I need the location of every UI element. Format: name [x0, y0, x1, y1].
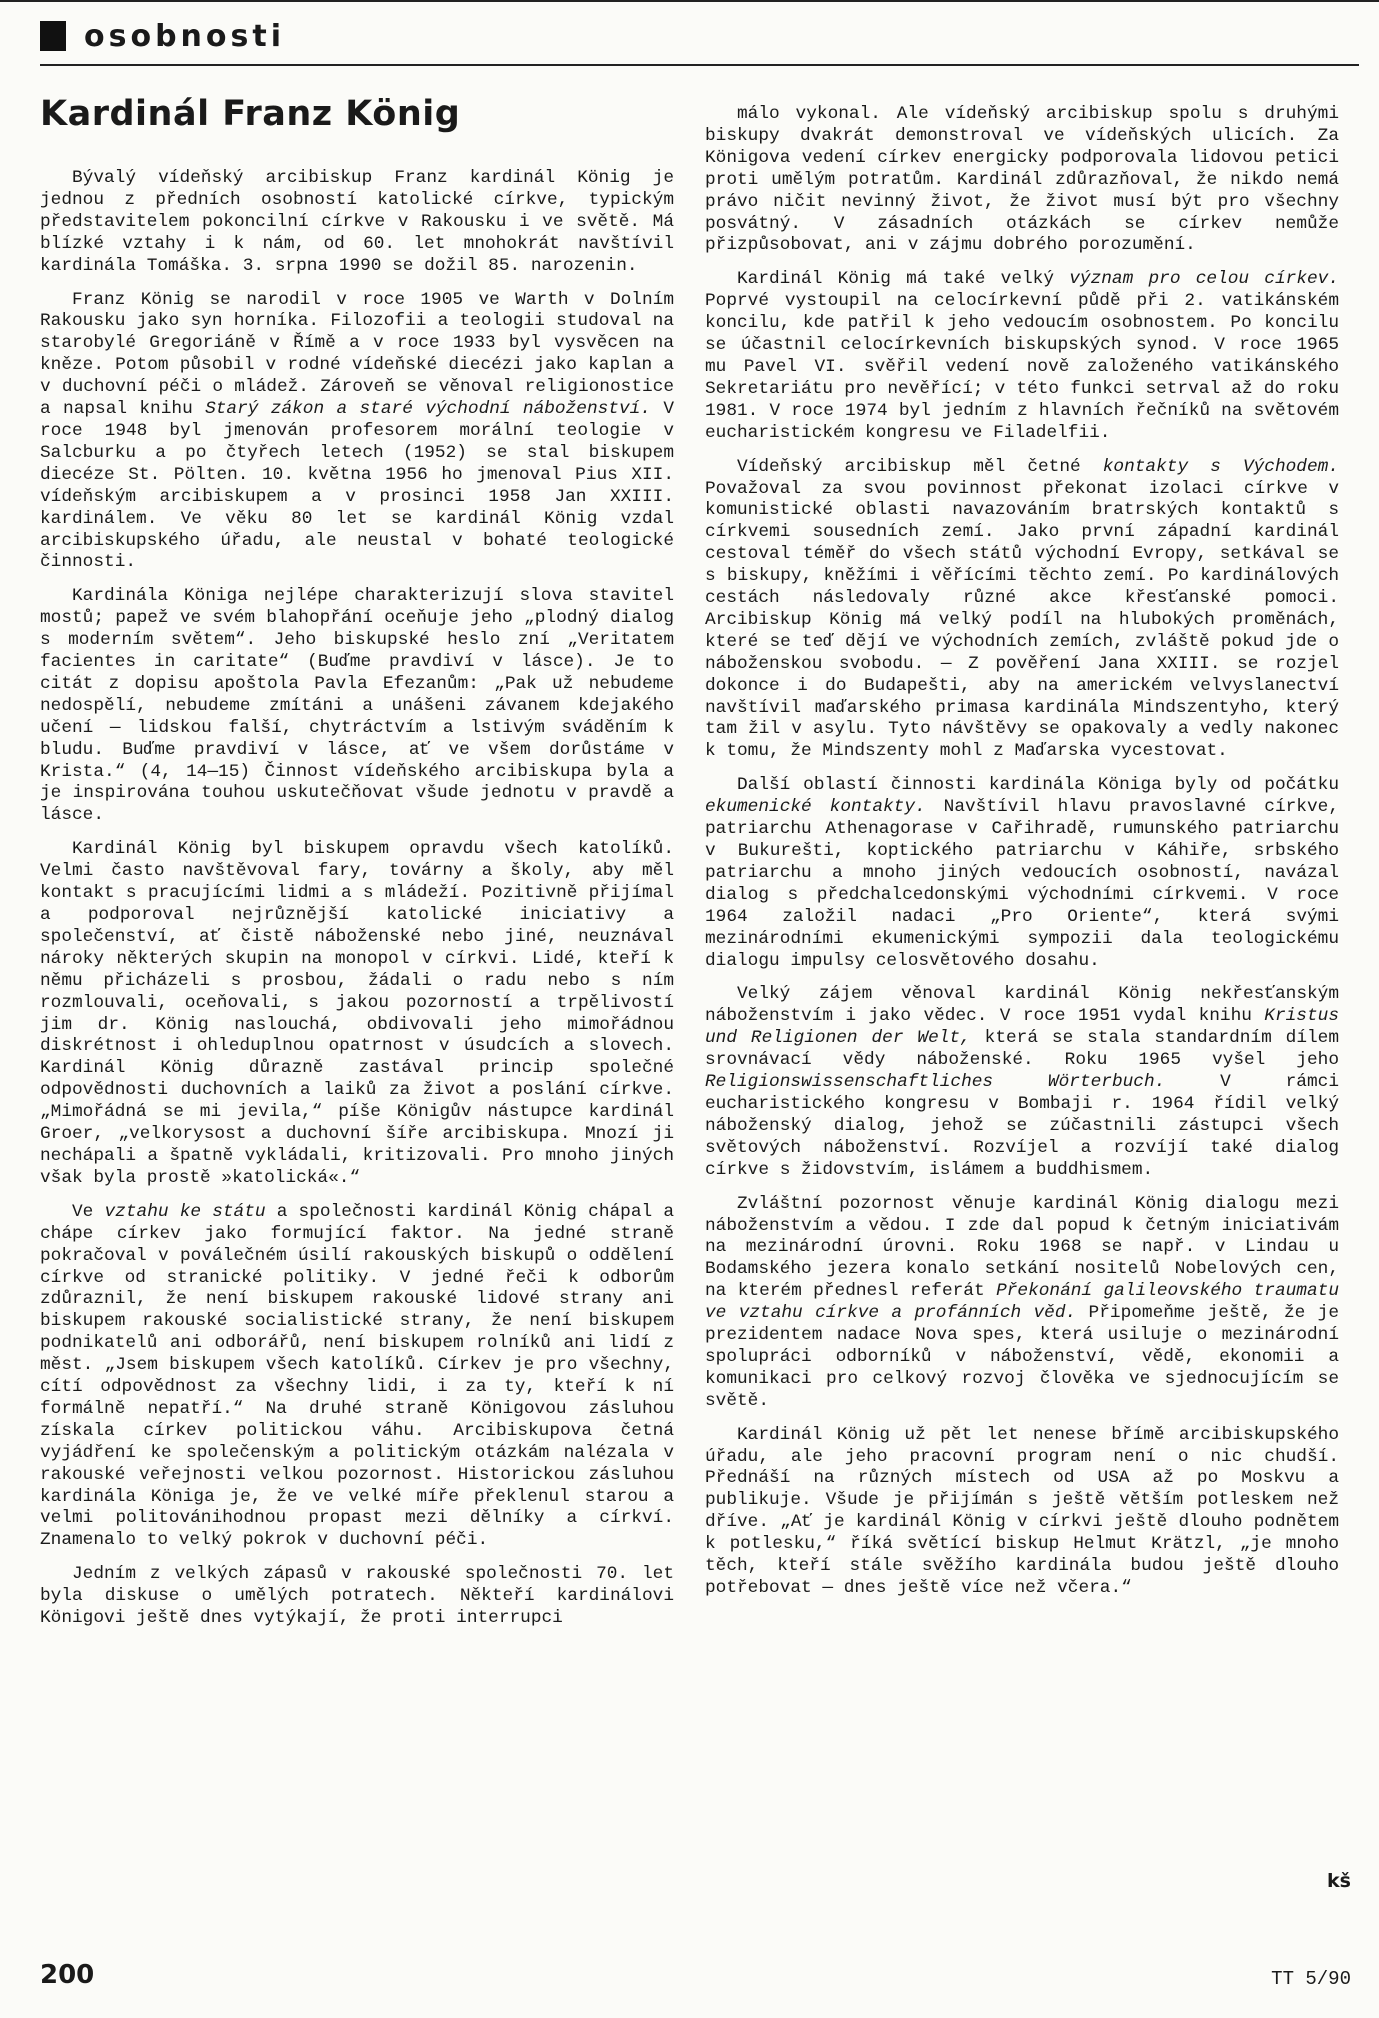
italic-emphasis: Kristus und Religionen der Welt,	[705, 1006, 1339, 1049]
italic-emphasis: kontakty s Východem.	[1102, 456, 1339, 477]
italic-emphasis: Starý zákon a staré východní náboženství.	[205, 399, 651, 420]
italic-emphasis: vztahu ke státu	[104, 1201, 266, 1222]
italic-emphasis: Religionswissenschaftliches Wörterbuch.	[705, 1072, 1166, 1093]
issue-label: TT 5/90	[1271, 1968, 1351, 1990]
article-paragraph: Jedním z velkých zápasů v rakouské společnosti 70. let byla diskuse o umělých potratech. Někteří kardinálovi Königovi ještě dnes vytýkají, že proti interrupci	[40, 1564, 674, 1629]
article-title: Kardinál Franz König	[40, 94, 461, 134]
article-paragraph: málo vykonal. Ale vídeňský arcibiskup spolu s druhými biskupy dvakrát demonstroval ve vídeňských ulicích. Za Königova vedení církev energicky podporovala lidovou petici proti umělým potratům. Kardinál zdůrazňoval, že nikdo nemá právo ničit nevinný život, že život musí být pro všechny posvátný. V zásadních otázkách se církev nemůže přizpůsobovat, ani v zájmu dobrého porozumění.	[705, 104, 1339, 256]
article-column-right	[705, 104, 1339, 1612]
article-paragraph: Vídeňský arcibiskup měl četné kontakty s Východem. Považoval za svou povinnost překonat izolaci církve v komunistické oblasti navazováním bratrských kontaktů s církvemi sousedních zemí. Jako první západní kardinál cestoval téměř do všech států východní Evropy, setkával se s biskupy, kněžími i věřícími těchto zemí. Po kardinálových cestách následovaly různé akce křesťanské pomoci. Arcibiskup König má velký podíl na hlubokých proměnách, které se teď dějí ve východních zemích, zvláště pokud jde o náboženskou svobodu. — Z pověření Jana XXIII. se rozjel dokonce i do Budapešti, aby na americkém velvyslanectví navštívil maďarského primasa kardinála Mindszentyho, který tam žil v asylu. Tyto návštěvy se opakovaly a vedly nakonec k tomu, že Mindszenty mohl z Maďarska vycestovat.	[705, 456, 1339, 762]
article-paragraph: Kardinála Königa nejlépe charakterizují slova stavitel mostů; papež ve svém blahopřání oceňuje jeho „plodný dialog s moderním světem“. Jeho biskupské heslo zní „Veritatem facientes in caritate“ (Buďme pravdiví v lásce). Je to citát z dopisu apoštola Pavla Efezanům: „Pak už nebudeme nedospělí, nebudeme zmítáni a unášeni závanem kdejakého učení — lidskou falší, chytráctvím a lstivým sváděním k bludu. Buďme pravdiví v lásce, ať ve všem dorůstáme v Krista.“ (4, 14—15) Činnost vídeňského arcibiskupa byla a je inspirována touhou uskutečňovat všude jednotu v pravdě a lásce.	[40, 586, 674, 826]
section-marker-icon	[40, 21, 66, 51]
section-label: osobnosti	[84, 18, 285, 54]
article-paragraph: Bývalý vídeňský arcibiskup Franz kardinál König je jednou z předních osobností katolické církve, typickým představitelem pokoncilní církve v Rakousku i ve světě. Má blízké vztahy i k nám, od 60. let mnohokrát navštívil kardinála Tomáška. 3. srpna 1990 se dožil 85. narozenin.	[40, 168, 674, 276]
article-paragraph: Kardinál König má také velký význam pro celou církev. Poprvé vystoupil na celocírkevní půdě při 2. vatikánském koncilu, kde patřil k jeho vedoucím osobnostem. Po koncilu se účastnil celocírkevních biskupských synod. V roce 1965 mu Pavel VI. svěřil vedení nově založeného vatikánského Sekretariátu pro nevěřící; v této funkci setrval až do roku 1981. V roce 1974 byl jedním z hlavních řečníků na světovém eucharistickém kongresu ve Filadelfii.	[705, 269, 1339, 443]
article-paragraph: Franz König se narodil v roce 1905 ve Warth v Dolním Rakousku jako syn horníka. Filozofii a teologii studoval na starobylé Gregoriáně v Římě a v roce 1933 byl vysvěcen na kněze. Potom působil v rodné vídeňské diecézi jako kaplan a v duchovní péči o mládež. Zároveň se věnoval religionostice a napsal knihu Starý zákon a staré východní náboženství. V roce 1948 byl jmenován profesorem morální teologie v Salcburku a po čtyřech letech (1952) se stal biskupem diecéze St. Pölten. 10. května 1956 ho jmenoval Pius XII. vídeňským arcibiskupem a v prosinci 1958 Jan XXIII. kardinálem. Ve věku 80 let se kardinál König vzdal arcibiskupského úřadu, ale neustal v bohaté teologické činnosti.	[40, 289, 675, 573]
section-header	[40, 14, 285, 58]
article-paragraph: Ve vztahu ke státu a společnosti kardinál König chápal a chápe církev jako formující faktor. Na jedné straně pokračoval v poválečném úsilí rakouských biskupů o oddělení církve od stranické politiky. V jedné řeči k odborům zdůraznil, že není biskupem rakouské lidové strany ani biskupem rakouské socialistické strany, že není biskupem podnikatelů ani odborářů, není biskupem rolníků ani lidí z měst. „Jsem biskupem všech katolíků. Církev je pro všechny, cítí odpovědnost za všechny lidi, i za ty, kteří k ní formálně nepatří.“ Na druhé straně Königovou zásluhou získala církev politickou váhu. Arcibiskupova četná vyjádření ke společenským a politickým otázkám nalézala v rakouské veřejnosti velkou pozornost. Historickou zásluhou kardinála Königa je, že ve velké míře překlenul starou a velmi politovánihodnou propast mezi dělníky a církví. Znamenalo to velký pokrok v duchovní péči.	[40, 1201, 674, 1551]
header-rule	[40, 64, 1359, 66]
italic-emphasis: ekumenické kontakty.	[705, 797, 926, 818]
italic-emphasis: význam pro celou církev.	[1069, 269, 1339, 290]
article-paragraph: Kardinál König už pět let nenese břímě arcibiskupského úřadu, ale jeho pracovní program není o nic chudší. Přednáší na různých místech od USA až po Moskvu a publikuje. Všude je přijímán s ještě větším potleskem než dříve. „Ať je kardinál König v církvi ještě dlouho podnětem k potlesku,“ říká světící biskup Helmut Krätzl, „je mnoho těch, kteří stále svěžího kardinála budou ještě dlouho potřebovat — dnes ještě více než včera.“	[705, 1424, 1339, 1598]
article-paragraph: Další oblastí činnosti kardinála Königa byly od počátku ekumenické kontakty. Navštívil hlavu pravoslavné církve, patriarchu Athenagorase v Cařihradě, rumunského patriarchu v Bukurešti, koptického patriarchu v Káhiře, srbského patriarchu a mnoho jiných vedoucích osobností, navázal dialog s předchalcedonskými východními církvemi. V roce 1964 založil nadaci „Pro Oriente“, která svými mezinárodními ekumenickými sympozii dala teologickému dialogu impulsy celosvětového dosahu.	[705, 775, 1339, 971]
author-signature: kš	[1327, 1870, 1351, 1892]
italic-emphasis: Překonání galileovského traumatu ve vztahu církve a profánních věd.	[705, 1281, 1339, 1324]
article-column-left	[40, 168, 674, 1642]
article-paragraph: Zvláštní pozornost věnuje kardinál König dialogu mezi náboženstvím a vědou. I zde dal popud k četným iniciativám na mezinárodní úrovni. Roku 1968 se např. v Lindau u Bodamského jezera konalo setkání nositelů Nobelových cen, na kterém přednesl referát Překonání galileovského traumatu ve vztahu církve a profánních věd. Připomeňme ještě, že je prezidentem nadace Nova spes, která usiluje o mezinárodní spolupráci odborníků v náboženství, vědě, ekonomii a komunikaci pro celkový rozvoj člověka ve sjednocujícím se světě.	[705, 1193, 1340, 1411]
article-paragraph: Velký zájem věnoval kardinál König nekřesťanským náboženstvím i jako vědec. V roce 1951 vydal knihu Kristus und Religionen der Welt, která se stala standardním dílem srovnávací vědy náboženské. Roku 1965 vyšel jeho Religionswissenschaftliches Wörterbuch. V rámci eucharistického kongresu v Bombaji r. 1964 řídil velký náboženský dialog, jehož se zúčastnili zástupci všech světových náboženství. Rozvíjel a rozvíjí také dialog církve s židovstvím, islámem a buddhismem.	[705, 984, 1339, 1180]
page-number: 200	[40, 1960, 95, 1990]
top-rule	[0, 0, 1379, 2]
article-paragraph: Kardinál König byl biskupem opravdu všech katolíků. Velmi často navštěvoval fary, továrny a školy, aby měl kontakt s pracujícími lidmi a s mládeží. Pozitivně přijímal a podporoval nejrůznější katolické iniciativy a společenství, ať čistě náboženské nebo jiné, neuznával nároky některých skupin na monopol v církvi. Lidé, kteří k němu přicházeli s prosbou, žádali o radu nebo s ním rozmlouvali, oceňovali, s jakou pozorností a trpělivostí jim dr. König naslouchá, obdivovali jeho mimořádnou diskrétnost i ohleduplnou opatrnost v úsudcích a slovech. Kardinál König důrazně zastával princip společné odpovědnosti duchovních a laiků za život a poslání církve. „Mimořádná se mi jevila,“ píše Königův nástupce kardinál Groer, „velkorysost a duchovní šíře arcibiskupa. Mnozí ji nechápali a špatně vykládali, kritizovali. Pro mnoho jiných však byla prostě »katolická«.“	[40, 839, 674, 1188]
